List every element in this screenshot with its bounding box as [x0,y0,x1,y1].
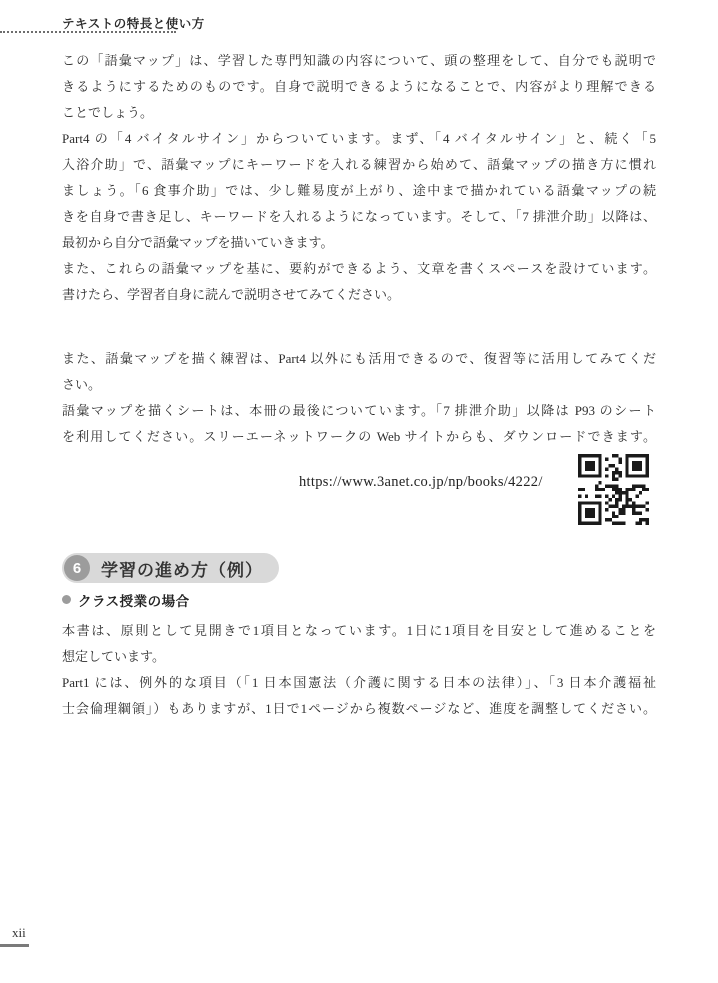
body-line: ましょう。「6 食事介助」では、少し難易度が上がり、途中まで描かれている語彙マップの続 [62,183,656,198]
qr-code-icon [578,454,649,525]
body-line: ことでしょう。 [62,105,154,120]
download-url: https://www.3anet.co.jp/np/books/4222/ [299,474,543,490]
subheading [62,591,190,608]
body-line: また、これらの語彙マップを基に、要約ができるよう、文章を書くスペースを設けています。 [62,261,656,276]
body-line: 書けたら、学習者自身に読んで説明させてみてください。 [62,287,401,302]
body-line: さい。 [62,377,102,392]
body-line: この「語彙マップ」は、学習した専門知識の内容について、頭の整理をして、自分でも説明で [62,53,656,68]
body-line: きるようにするためのものです。自身で説明できるようになることで、内容がより理解できる [62,79,656,94]
paragraph-block-3 [62,618,656,722]
body-line: また、語彙マップを描く練習は、Part4 以外にも活用できるので、復習等に活用してみてくだ [62,351,656,366]
body-line: Part1 には、例外的な項目（「1 日本国憲法（介護に関する日本の法律）」、「3 日本介護福祉 [62,675,656,690]
section-title: 学習の進め方（例） [101,560,263,580]
page-number: xii [12,925,26,940]
body-line: 最初から自分で語彙マップを描いていきます。 [62,235,334,250]
section-heading [62,553,279,583]
footer-rule [0,944,29,947]
running-head-title: テキストの特長と使い方 [62,17,205,31]
body-line: 想定しています。 [62,649,165,664]
body-line: Part4 の「4 バイタルサイン」からついています。まず、「4 バイタルサイン」と、続く「5 [62,131,656,146]
body-line: きを自身で書き足し、キーワードを入れるようになっています。そして、「7 排泄介助」以降は、 [62,209,656,224]
body-line: を利用してください。スリーエーネットワークの Web サイトからも、ダウンロードできます。 [62,429,656,444]
paragraph-block-1 [62,48,656,308]
bullet-icon [62,595,71,604]
body-line: 士会倫理綱領」）もありますが、1日で1ページから複数ページなど、進度を調整してください。 [62,701,656,716]
paragraph-block-2 [62,346,656,450]
running-head-dotted-rule [0,31,176,33]
section-number-badge: 6 [64,555,90,581]
subheading-label: クラス授業の場合 [78,593,190,609]
body-line: 入浴介助」で、語彙マップにキーワードを入れる練習から始めて、語彙マップの描き方に慣れ [62,157,656,172]
body-line: 語彙マップを描くシートは、本冊の最後についています。「7 排泄介助」以降は P93 のシート [62,403,656,418]
body-line: 本書は、原則として見開きで1項目となっています。1日に1項目を目安として進めることを [62,623,656,638]
